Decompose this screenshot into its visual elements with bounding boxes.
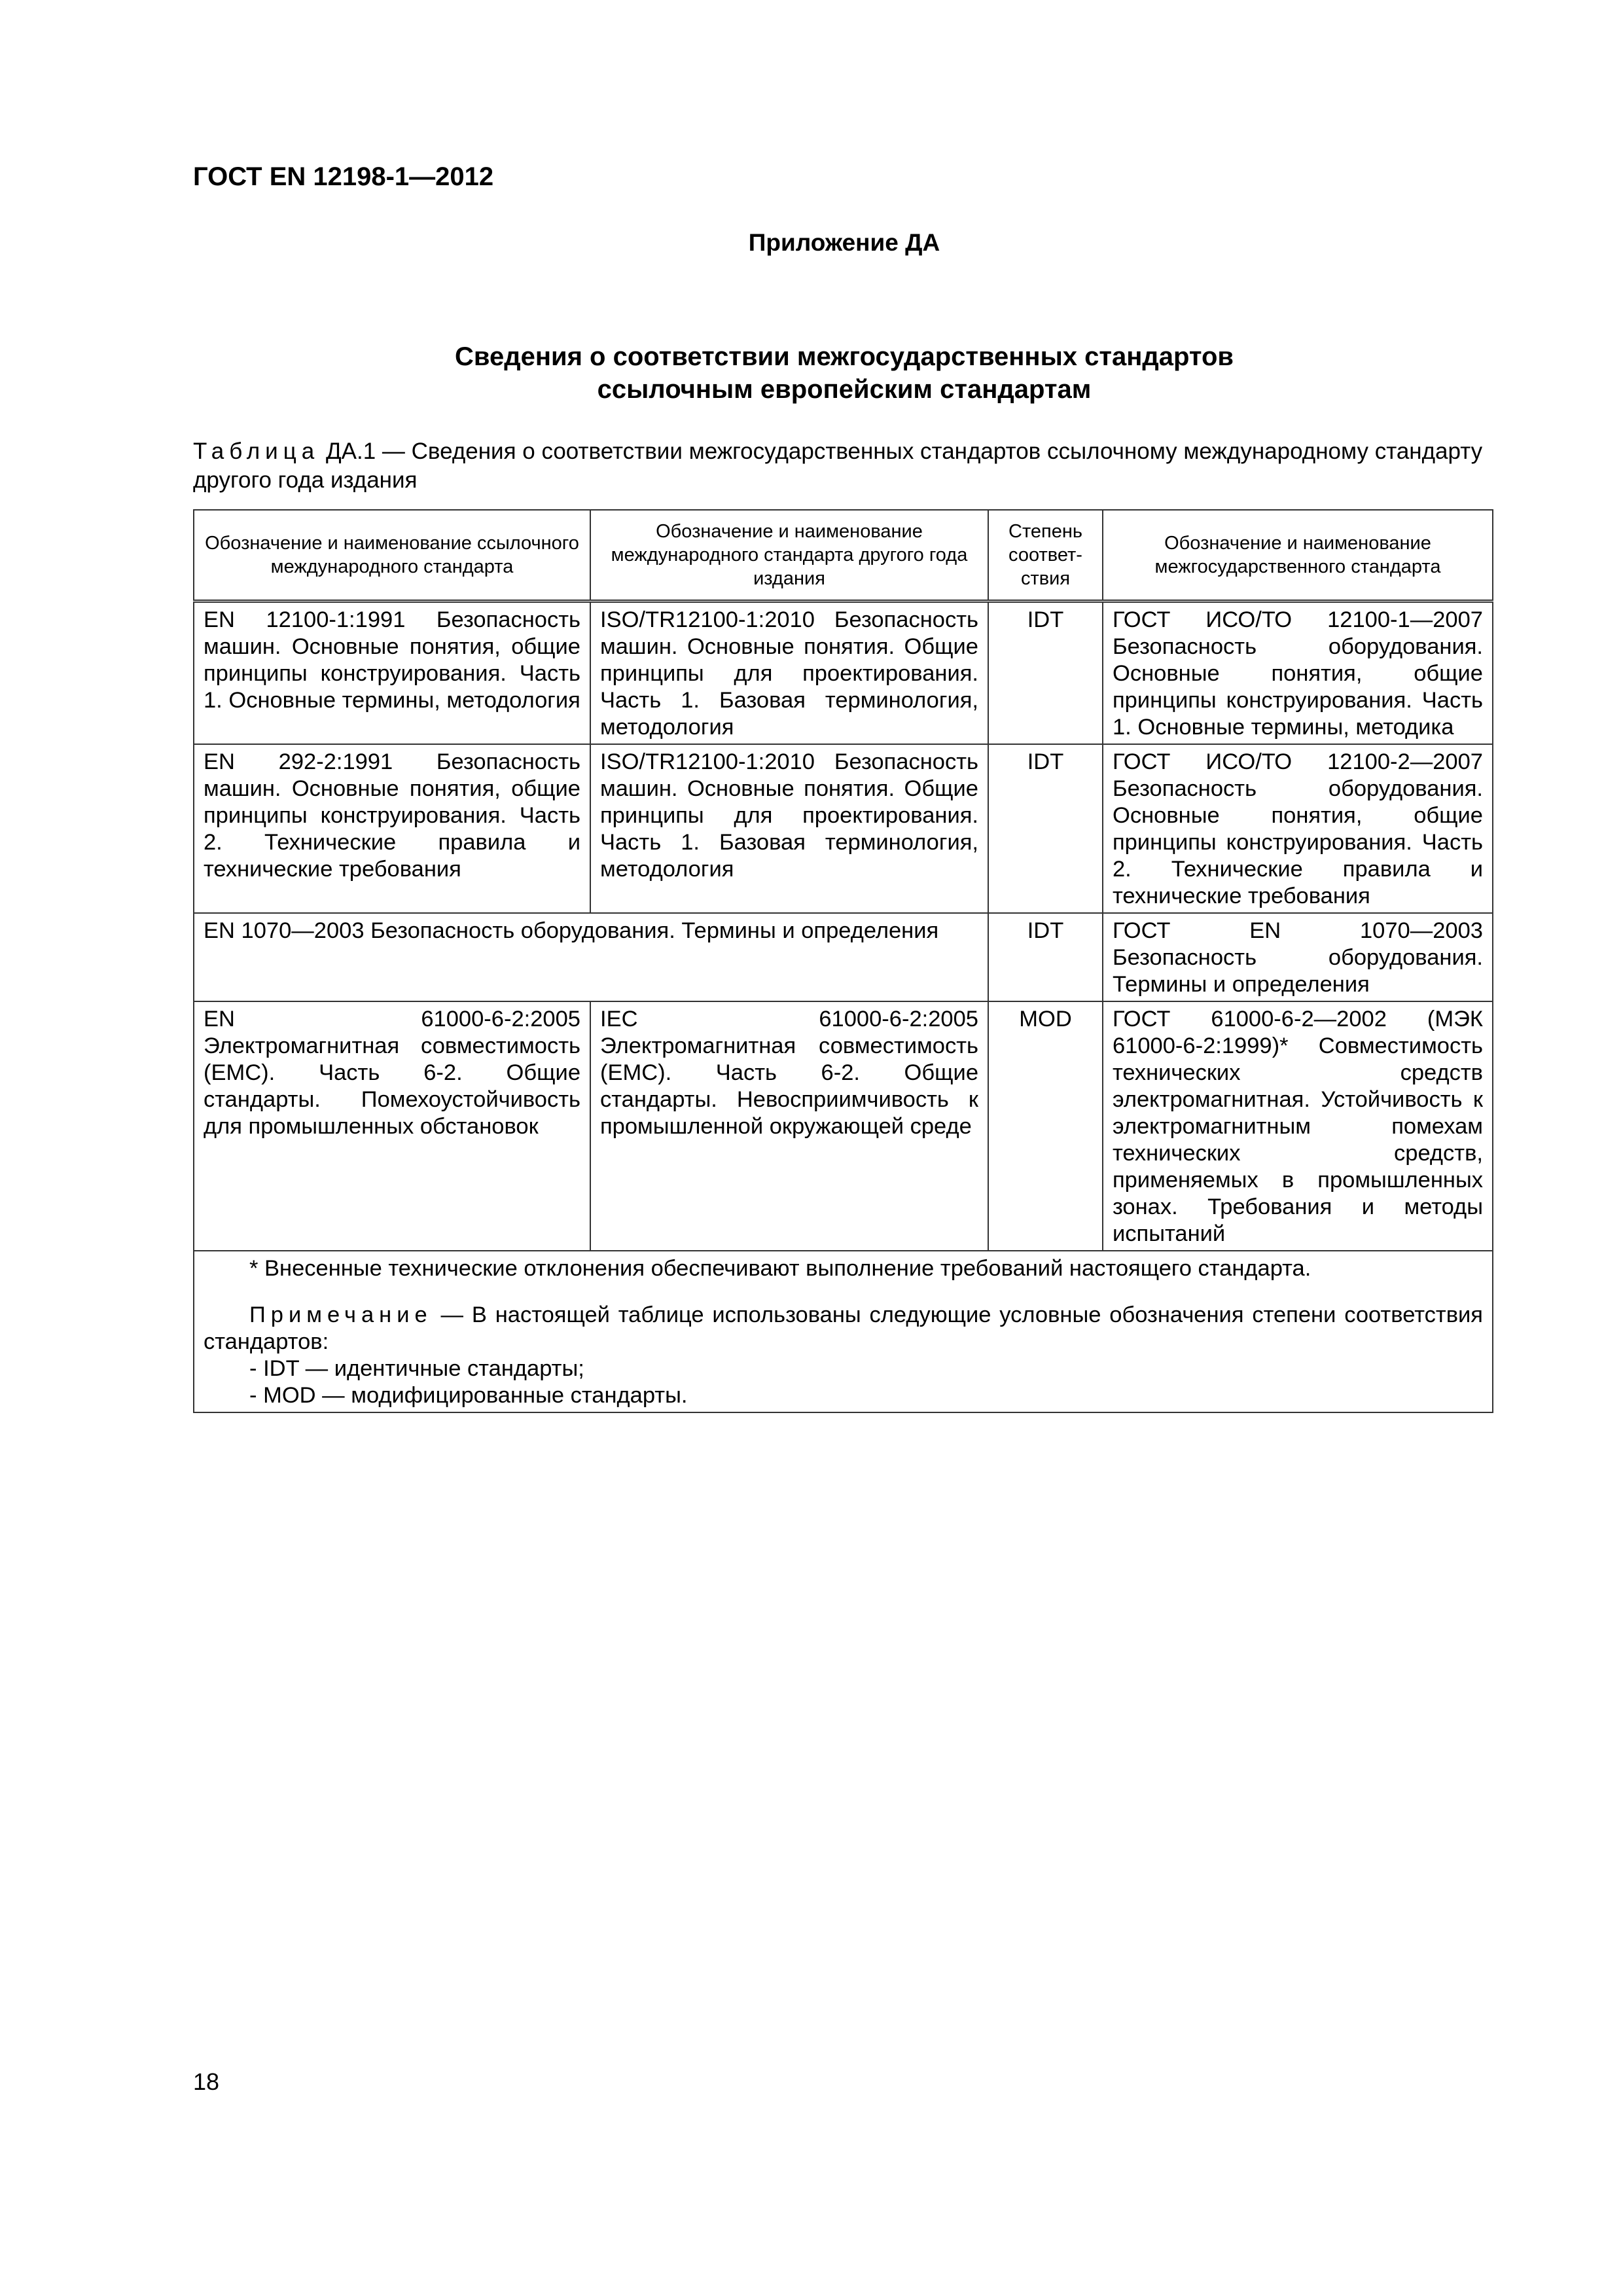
cell-gost-standard: ГОСТ 61000-6-2—2002 (МЭК 61000-6-2:1999)* Совместимость технических средств электромагнитная. Устойчивость к электромагнитным помехам технических средств, применяемых в промышленных зонах. Требования и методы испытаний <box>1103 1001 1493 1251</box>
table-footnote: * Внесенные технические отклонения обеспечивают выполнение требований настоящего стандарта. <box>249 1256 1311 1281</box>
standards-correspondence-table <box>193 509 1493 1413</box>
section-title-line-2: ссылочным европейским стандартам <box>597 375 1092 404</box>
table-row <box>194 601 1493 745</box>
appendix-title: Приложение ДА <box>748 229 940 256</box>
cell-intl-standard: IEC 61000-6-2:2005 Электромагнитная совместимость (EMC). Часть 6-2. Общие стандарты. Невосприимчивость к промышленной окружающей среде <box>590 1001 988 1251</box>
note-text: — В настоящей таблице использованы следующие условные обозначения степени соответствия стандартов: <box>204 1302 1483 1354</box>
cell-degree: IDT <box>988 601 1103 745</box>
header-ref-standard: Обозначение и наименование ссылочного международного стандарта <box>194 510 590 601</box>
cell-ref-standard: EN 61000-6-2:2005 Электромагнитная совместимость (EMC). Часть 6-2. Общие стандарты. Помехоустойчивость для промышленных обстановок <box>194 1001 590 1251</box>
note-item: - MOD — модифицированные стандарты. <box>249 1383 688 1408</box>
cell-degree: IDT <box>988 913 1103 1001</box>
cell-ref-standard: EN 12100-1:1991 Безопасность машин. Основные понятия, общие принципы конструирования. Часть 1. Основные термины, методология <box>194 601 590 745</box>
header-intl-standard: Обозначение и наименование международного стандарта другого года издания <box>590 510 988 601</box>
table-header-row <box>194 510 1493 601</box>
cell-ref-standard: EN 292-2:1991 Безопасность машин. Основные понятия, общие принципы конструирования. Часть 2. Технические правила и технические требования <box>194 744 590 913</box>
cell-intl-standard: ISO/TR12100-1:2010 Безопасность машин. Основные понятия. Общие принципы для проектирования. Часть 1. Базовая терминология, методология <box>590 601 988 745</box>
cell-degree: IDT <box>988 744 1103 913</box>
document-header: ГОСТ EN 12198-1—2012 <box>193 162 494 191</box>
table-note <box>204 1302 1483 1355</box>
cell-gost-standard: ГОСТ ИСО/ТО 12100-1—2007 Безопасность оборудования. Основные понятия, общие принципы конструирования. Часть 1. Основные термины, методика <box>1103 601 1493 745</box>
table-notes-cell <box>194 1251 1493 1412</box>
table-notes-row <box>194 1251 1493 1412</box>
note-label: Примечание <box>249 1302 433 1327</box>
table-caption-text: ДА.1 — Сведения о соответствии межгосударственных стандартов ссылочному международному стандарту другого года издания <box>193 439 1483 493</box>
note-item: - IDT — идентичные стандарты; <box>249 1356 584 1381</box>
cell-gost-standard: ГОСТ EN 1070—2003 Безопасность оборудования. Термины и определения <box>1103 913 1493 1001</box>
page-number: 18 <box>193 2068 220 2095</box>
table-row <box>194 1001 1493 1251</box>
header-degree: Степень соответ-ствия <box>988 510 1103 601</box>
section-title-line-1: Сведения о соответствии межгосударственных стандартов <box>455 342 1234 371</box>
cell-intl-standard: ISO/TR12100-1:2010 Безопасность машин. Основные понятия. Общие принципы для проектирования. Часть 1. Базовая терминология, методология <box>590 744 988 913</box>
section-title <box>193 340 1495 406</box>
header-gost-standard: Обозначение и наименование межгосударственного стандарта <box>1103 510 1493 601</box>
table-caption-label: Таблица <box>193 439 320 464</box>
table-row <box>194 913 1493 1001</box>
table-row <box>194 744 1493 913</box>
cell-gost-standard: ГОСТ ИСО/ТО 12100-2—2007 Безопасность оборудования. Основные понятия, общие принципы конструирования. Часть 2. Технические правила и технические требования <box>1103 744 1493 913</box>
cell-degree: MOD <box>988 1001 1103 1251</box>
cell-merged-standard: EN 1070—2003 Безопасность оборудования. Термины и определения <box>194 913 988 1001</box>
table-caption <box>193 437 1495 495</box>
